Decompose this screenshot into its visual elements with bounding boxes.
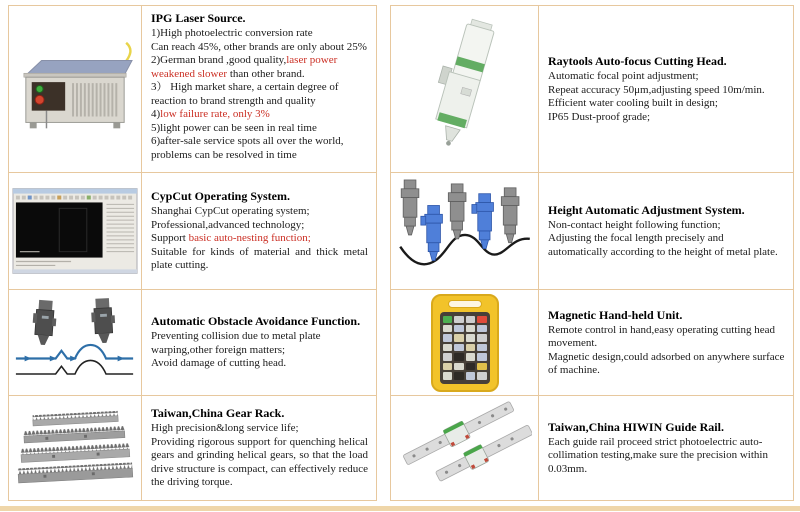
- section-paragraphs: [151, 330, 368, 371]
- feature-line: High precision&long service life;: [151, 422, 299, 435]
- obstacle-avoidance-illustration: [13, 296, 137, 390]
- section-ipg-laser-source: [9, 6, 376, 172]
- feature-line: Repeat accuracy 50μm,adjusting speed 10m/min.: [548, 83, 765, 96]
- remote-key: [466, 334, 476, 341]
- feature-line: 4)low failure rate, only 3%: [151, 108, 270, 120]
- section-paragraphs: [151, 205, 368, 273]
- section-paragraphs: [548, 219, 785, 260]
- section-title: Taiwan,China Gear Rack.: [151, 406, 285, 421]
- laser-source-image: [9, 6, 142, 172]
- handheld-remote-illustration: [431, 294, 499, 392]
- section-text: [539, 173, 793, 289]
- remote-key: [466, 353, 476, 360]
- section-title: CypCut Operating System.: [151, 189, 291, 204]
- remote-key: [454, 334, 464, 341]
- gear-rack-illustration: [13, 402, 137, 494]
- cypcut-screenshot-image: [9, 173, 142, 289]
- feature-line: Magnetic design,could adsorbed on anywhere surface of machine.: [548, 350, 785, 376]
- remote-key: [454, 316, 464, 323]
- gear-rack-image: [9, 396, 142, 500]
- feature-line: Avoid damage of cutting head.: [151, 357, 287, 370]
- section-title: Raytools Auto-focus Cutting Head.: [548, 54, 727, 68]
- feature-line: Efficient water cooling built in design;: [548, 97, 718, 109]
- section-text: [539, 290, 793, 395]
- feature-line: 5)light power can be seen in real time: [151, 121, 317, 134]
- remote-key: [454, 363, 464, 370]
- section-title: Taiwan,China HIWIN Guide Rail.: [548, 419, 724, 434]
- laser-source-illustration: [16, 39, 134, 139]
- feature-grid: [8, 5, 794, 501]
- remote-key: [477, 344, 487, 351]
- remote-key: [466, 344, 476, 351]
- remote-handle: [448, 300, 482, 308]
- section-paragraphs: [548, 70, 785, 124]
- height-sensors-image: [391, 173, 539, 289]
- feature-line: Automatic focal point adjustment;: [548, 70, 699, 82]
- section-gear-rack: [9, 395, 376, 500]
- feature-line: 2)German brand ,good quality,laser power weakened slower than other brand.: [151, 54, 338, 80]
- section-raytools-head: [391, 6, 793, 172]
- section-paragraphs: [151, 27, 368, 162]
- remote-key: [477, 363, 487, 370]
- section-title: Height Automatic Adjustment System.: [548, 202, 745, 217]
- remote-key: [466, 363, 476, 370]
- section-paragraphs: [151, 422, 368, 490]
- feature-line: Remote control in hand,easy operating cutting head movement.: [548, 323, 775, 349]
- feature-line: 1)High photoelectric conversion rate: [151, 27, 313, 39]
- section-title: IPG Laser Source.: [151, 11, 246, 25]
- remote-key: [443, 344, 453, 351]
- bottom-border-band: [0, 506, 800, 511]
- section-cypcut-system: [9, 172, 376, 289]
- feature-line: Can reach 45%, other brands are only about 25%: [151, 40, 367, 53]
- remote-key: [466, 316, 476, 323]
- section-title: Automatic Obstacle Avoidance Function.: [151, 314, 361, 329]
- section-text: [539, 396, 793, 500]
- section-paragraphs: [548, 324, 785, 378]
- section-guide-rail: [391, 395, 793, 500]
- feature-line: Professional,advanced technology;: [151, 218, 305, 231]
- remote-key: [477, 325, 487, 332]
- guide-rail-illustration: [398, 399, 532, 497]
- section-text: [142, 290, 376, 395]
- remote-key: [443, 353, 453, 360]
- section-paragraphs: [548, 436, 785, 477]
- cutting-head-illustration: [413, 14, 517, 164]
- remote-key: [454, 344, 464, 351]
- remote-key: [477, 316, 487, 323]
- section-text: [142, 173, 376, 289]
- section-title: Magnetic Hand-held Unit.: [548, 307, 683, 322]
- remote-key: [443, 372, 453, 379]
- remote-key: [477, 334, 487, 341]
- remote-key: [477, 372, 487, 379]
- feature-line: IP65 Dust-proof grade;: [548, 110, 651, 123]
- left-column: [8, 5, 377, 501]
- section-text: [142, 396, 376, 500]
- remote-key: [466, 372, 476, 379]
- section-magnetic-handheld: [391, 289, 793, 395]
- section-text: [142, 6, 376, 172]
- feature-line: Suitable for kinds of material and thick metal plate cutting.: [151, 245, 368, 272]
- remote-key: [443, 325, 453, 332]
- remote-key: [454, 325, 464, 332]
- remote-key: [466, 325, 476, 332]
- remote-key: [443, 363, 453, 370]
- section-obstacle-avoidance: [9, 289, 376, 395]
- right-column: [390, 5, 794, 501]
- section-height-adjustment: [391, 172, 793, 289]
- cypcut-screenshot-illustration: [12, 182, 138, 280]
- feature-line: Non-contact height following function;: [548, 218, 721, 231]
- feature-line: Each guide rail proceed strict photoelectric auto-collimation testing,make sure the precision within 0.03mm.: [548, 435, 768, 475]
- obstacle-avoidance-image: [9, 290, 142, 395]
- remote-key: [443, 316, 453, 323]
- remote-key: [454, 372, 464, 379]
- remote-keypad: [440, 312, 490, 384]
- remote-key: [443, 334, 453, 341]
- section-text: [539, 6, 793, 172]
- feature-line: Shanghai CypCut operating system;: [151, 205, 310, 218]
- feature-line: Adjusting the focal length precisely and automatically according to the height of metal plate.: [548, 232, 778, 258]
- height-sensors-illustration: [396, 178, 534, 284]
- feature-line: 6)after-sale service spots all over the world, problems can be resolved in time: [151, 135, 344, 161]
- guide-rail-image: [391, 396, 539, 500]
- cutting-head-image: [391, 6, 539, 172]
- feature-line: Providing rigorous support for quenching helical gears and grinding helical gears, so that the load drive structure is compact, can effectively reduce the driving torque.: [151, 435, 368, 489]
- remote-key: [454, 353, 464, 360]
- feature-line: Preventing collision due to metal plate warping,other foreign matters;: [151, 330, 321, 356]
- remote-key: [477, 353, 487, 360]
- handheld-remote-image: [391, 290, 539, 395]
- feature-line: Support basic auto-nesting function;: [151, 232, 311, 245]
- feature-line: 3） High market share, a certain degree of reaction to brand strength and quality: [151, 81, 339, 107]
